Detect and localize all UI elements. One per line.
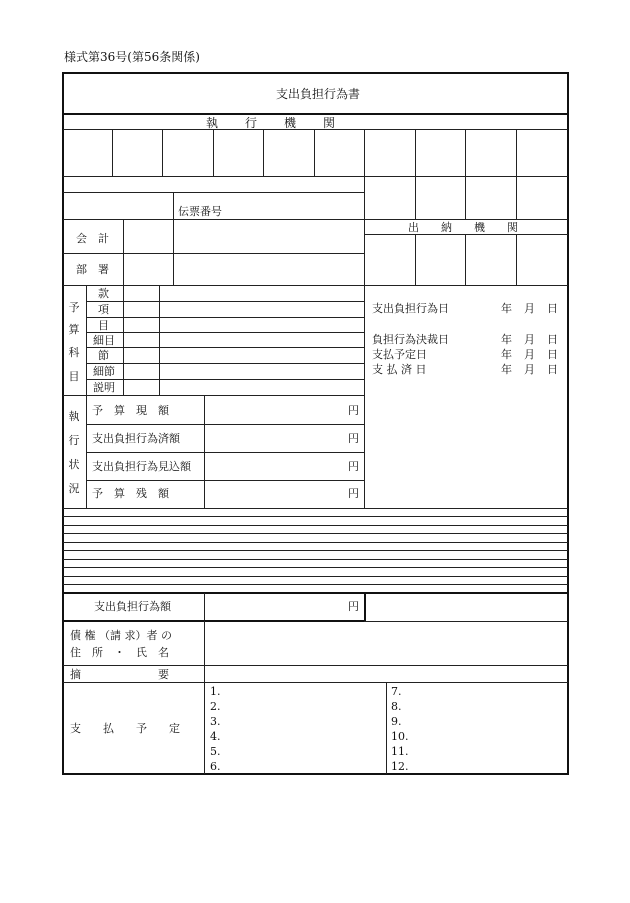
denpyo-bangou-label: 伝票番号 xyxy=(178,205,222,218)
suitou-col-2 xyxy=(465,234,466,285)
date-label-1: 支出負担行為日 xyxy=(372,302,449,315)
kamoku-bottom-line xyxy=(63,395,364,396)
ruled-line-8 xyxy=(63,576,568,577)
joukyou-char-1: 執 xyxy=(68,410,80,423)
total-value-left xyxy=(204,593,205,621)
yosan-char-4: 目 xyxy=(68,370,80,383)
total-top-line xyxy=(62,592,569,594)
suitou-header-line xyxy=(364,234,568,235)
creditor-value-left xyxy=(204,621,205,665)
date-hi-4: 日 xyxy=(547,363,558,376)
ruled-line-4 xyxy=(63,542,568,543)
outer-border-bottom xyxy=(62,773,569,775)
tekiyou-value-left xyxy=(204,665,205,682)
left-sub-line xyxy=(63,192,364,193)
kamoku-item-setsu: 節 xyxy=(98,349,109,362)
creditor-bottom-line xyxy=(63,665,568,666)
outer-border-left xyxy=(62,72,64,775)
kamoku-item-saisetsu: 細節 xyxy=(93,365,115,378)
date-nen-4: 年 xyxy=(501,363,512,376)
yosan-char-2: 算 xyxy=(68,323,80,336)
kaikei-col-line xyxy=(123,219,124,285)
outer-border-right xyxy=(567,72,569,775)
status-unit-1: 円 xyxy=(348,404,359,417)
date-nen-1: 年 xyxy=(501,302,512,315)
status-label-1: 予 算 現 額 xyxy=(92,404,169,417)
kamoku-item-setsumei: 説明 xyxy=(93,381,115,394)
status-unit-2: 円 xyxy=(348,432,359,445)
kaikei-right-line xyxy=(364,219,365,508)
tekiyou-bottom-line xyxy=(63,682,568,683)
form-number-label: 様式第36号(第56条関係) xyxy=(64,50,200,64)
ruled-line-3 xyxy=(63,533,568,534)
kamoku-item-kou: 項 xyxy=(98,303,109,316)
total-unit: 円 xyxy=(348,600,359,613)
status-label-4: 予 算 残 額 xyxy=(92,487,169,500)
date-hi-2: 日 xyxy=(547,333,558,346)
outer-border-top xyxy=(62,72,569,74)
payment-mid-line xyxy=(386,682,387,774)
status-line-1 xyxy=(86,424,364,425)
yosan-char-3: 科 xyxy=(68,346,80,359)
title-bottom-line xyxy=(62,113,569,115)
yosan-char-1: 予 xyxy=(68,301,80,314)
kamoku-line-3 xyxy=(86,332,364,333)
date-tsuki-1: 月 xyxy=(524,302,535,315)
payment-item-1: 1. xyxy=(210,685,221,698)
ruled-line-5 xyxy=(63,550,568,551)
date-nen-2: 年 xyxy=(501,333,512,346)
date-label-4: 支 払 済 日 xyxy=(372,363,427,376)
ruled-line-7 xyxy=(63,567,568,568)
date-hi-3: 日 xyxy=(547,348,558,361)
date-hi-1: 日 xyxy=(547,302,558,315)
stamp-col-1 xyxy=(112,129,113,176)
date-label-2: 負担行為決裁日 xyxy=(372,333,449,346)
status-bottom-line xyxy=(63,508,568,509)
stamp-col-5 xyxy=(314,129,315,176)
payment-item-11: 11. xyxy=(391,745,409,758)
date-label-3: 支払予定日 xyxy=(372,348,427,361)
creditor-label-line2: 住 所 ・ 氏 名 xyxy=(70,646,169,659)
denpyo-left-line xyxy=(173,192,174,285)
payment-left-line xyxy=(204,682,205,774)
denpyo-bottom-line xyxy=(63,219,568,220)
payment-item-3: 3. xyxy=(210,715,221,728)
status-line-3 xyxy=(86,480,364,481)
ruled-line-6 xyxy=(63,559,568,560)
date-tsuki-4: 月 xyxy=(524,363,535,376)
total-label: 支出負担行為額 xyxy=(94,600,171,613)
payment-item-5: 5. xyxy=(210,745,221,758)
form-title: 支出負担行為書 xyxy=(276,87,361,101)
ruled-line-9 xyxy=(63,584,568,585)
stamp-col-9 xyxy=(516,129,517,219)
payment-item-2: 2. xyxy=(210,700,221,713)
status-line-2 xyxy=(86,452,364,453)
kamoku-left-line xyxy=(86,285,87,508)
date-tsuki-3: 月 xyxy=(524,348,535,361)
tekiyou-label: 摘 要 xyxy=(70,668,169,681)
payment-item-9: 9. xyxy=(391,715,402,728)
payment-item-8: 8. xyxy=(391,700,402,713)
status-label-3: 支出負担行為見込額 xyxy=(92,460,191,473)
stamp-col-3 xyxy=(213,129,214,176)
joukyou-char-2: 行 xyxy=(68,434,80,447)
busho-bottom-line xyxy=(63,285,568,286)
payment-item-12: 12. xyxy=(391,760,409,773)
kamoku-line-6 xyxy=(86,379,364,380)
status-label-2: 支出負担行為済額 xyxy=(92,432,180,445)
ruled-line-1 xyxy=(63,516,568,517)
kamoku-line-4 xyxy=(86,347,364,348)
kamoku-line-1 xyxy=(86,301,364,302)
busho-label: 部 署 xyxy=(76,263,109,276)
stamp-row-line xyxy=(63,176,568,177)
stamp-col-8 xyxy=(465,129,466,219)
date-nen-3: 年 xyxy=(501,348,512,361)
stamp-col-4 xyxy=(263,129,264,176)
kamoku-line-2 xyxy=(86,317,364,318)
stamp-col-2 xyxy=(162,129,163,176)
kamoku-item-kan: 款 xyxy=(98,287,109,300)
shiharai-yotei-label: 支 払 予 定 xyxy=(70,722,180,735)
total-bottom-line xyxy=(62,620,366,622)
stamp-col-6 xyxy=(364,129,365,219)
creditor-label-line1: 債 権 （請 求）者 の xyxy=(70,629,172,642)
status-unit-3: 円 xyxy=(348,460,359,473)
suitou-col-3 xyxy=(516,234,517,285)
shikkou-header-line xyxy=(63,129,568,130)
status-unit-4: 円 xyxy=(348,487,359,500)
kamoku-item-moku: 目 xyxy=(98,319,109,332)
kaikei-label: 会 計 xyxy=(76,232,109,245)
total-right-bold xyxy=(364,592,366,622)
joukyou-char-4: 況 xyxy=(68,482,80,495)
shikkou-kikan-header: 執 行 機 関 xyxy=(206,116,337,130)
ruled-line-2 xyxy=(63,525,568,526)
date-tsuki-2: 月 xyxy=(524,333,535,346)
stamp-col-7 xyxy=(415,129,416,219)
payment-item-4: 4. xyxy=(210,730,221,743)
kamoku-line-5 xyxy=(86,363,364,364)
joukyou-char-3: 状 xyxy=(68,458,80,471)
total-bottom-right xyxy=(364,621,568,622)
suitou-kikan-header: 出 納 機 関 xyxy=(408,221,518,234)
suitou-col-1 xyxy=(415,234,416,285)
payment-item-7: 7. xyxy=(391,685,402,698)
kaikei-bottom-line xyxy=(63,253,364,254)
payment-item-6: 6. xyxy=(210,760,221,773)
kamoku-item-saimoku: 細目 xyxy=(93,334,115,347)
payment-item-10: 10. xyxy=(391,730,409,743)
